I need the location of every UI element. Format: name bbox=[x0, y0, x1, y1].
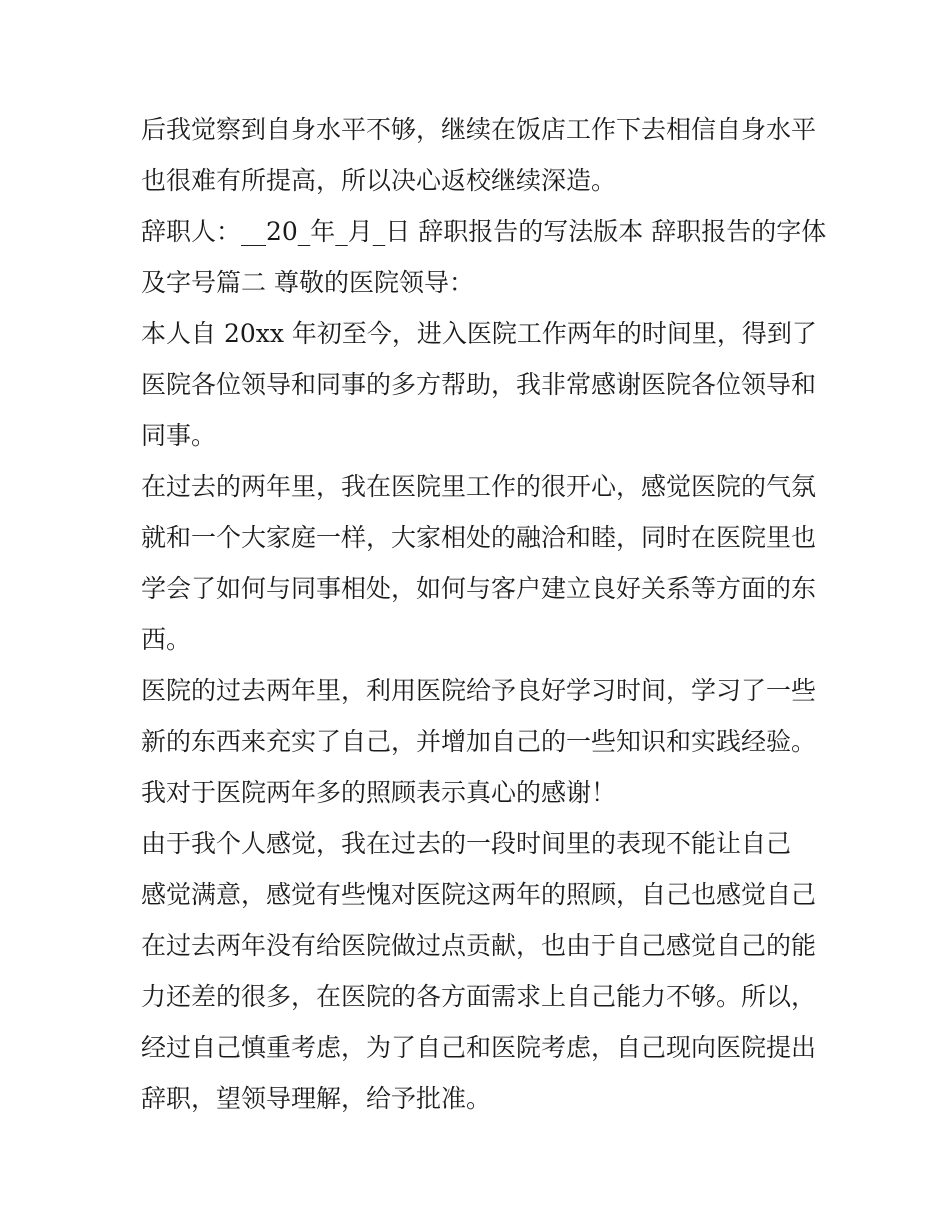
paragraph-3 bbox=[141, 308, 821, 461]
text-line: 新的东西来充实了自己，并增加自己的一些知识和实践经验。 bbox=[141, 727, 817, 756]
text-line: 也很难有所提高，所以决心返校继续深造。 bbox=[141, 166, 617, 195]
document-body bbox=[141, 104, 827, 1124]
paragraph-6 bbox=[141, 818, 821, 1124]
text-line: 力还差的很多，在医院的各方面需求上自己能力不够。所以， bbox=[141, 982, 817, 1011]
text-line: 后我觉察到自身水平不够，继续在饭店工作下去相信自身水平 bbox=[141, 115, 817, 144]
paragraph-1 bbox=[141, 104, 821, 206]
text-line: 在过去两年没有给医院做过点贡献，也由于自己感觉自己的能 bbox=[141, 931, 817, 960]
text-line: 辞职人：__20_年_月_日 辞职报告的写法版本 辞职报告的字体 bbox=[141, 217, 827, 246]
text-line: 本人自 20xx 年初至今，进入医院工作两年的时间里，得到了 bbox=[141, 319, 817, 348]
text-line: 学会了如何与同事相处，如何与客户建立良好关系等方面的东 bbox=[141, 574, 817, 603]
text-line: 就和一个大家庭一样，大家相处的融洽和睦，同时在医院里也 bbox=[141, 523, 817, 552]
paragraph-5 bbox=[141, 665, 821, 818]
text-line: 经过自己慎重考虑，为了自己和医院考虑，自己现向医院提出 bbox=[141, 1033, 817, 1062]
text-line: 由于我个人感觉，我在过去的一段时间里的表现不能让自己 bbox=[141, 829, 792, 858]
paragraph-4 bbox=[141, 461, 821, 665]
text-line: 我对于医院两年多的照顾表示真心的感谢！ bbox=[141, 778, 617, 807]
text-line: 同事。 bbox=[141, 421, 217, 450]
paragraph-2 bbox=[141, 206, 827, 308]
text-line: 医院各位领导和同事的多方帮助，我非常感谢医院各位领导和 bbox=[141, 370, 817, 399]
text-line: 医院的过去两年里，利用医院给予良好学习时间，学习了一些 bbox=[141, 676, 817, 705]
text-line: 及字号篇二 尊敬的医院领导： bbox=[141, 268, 474, 297]
text-line: 辞职，望领导理解，给予批准。 bbox=[141, 1084, 492, 1113]
text-line: 感觉满意，感觉有些愧对医院这两年的照顾，自己也感觉自己 bbox=[141, 880, 817, 909]
text-line: 在过去的两年里，我在医院里工作的很开心，感觉医院的气氛 bbox=[141, 472, 817, 501]
text-line: 西。 bbox=[141, 625, 192, 654]
